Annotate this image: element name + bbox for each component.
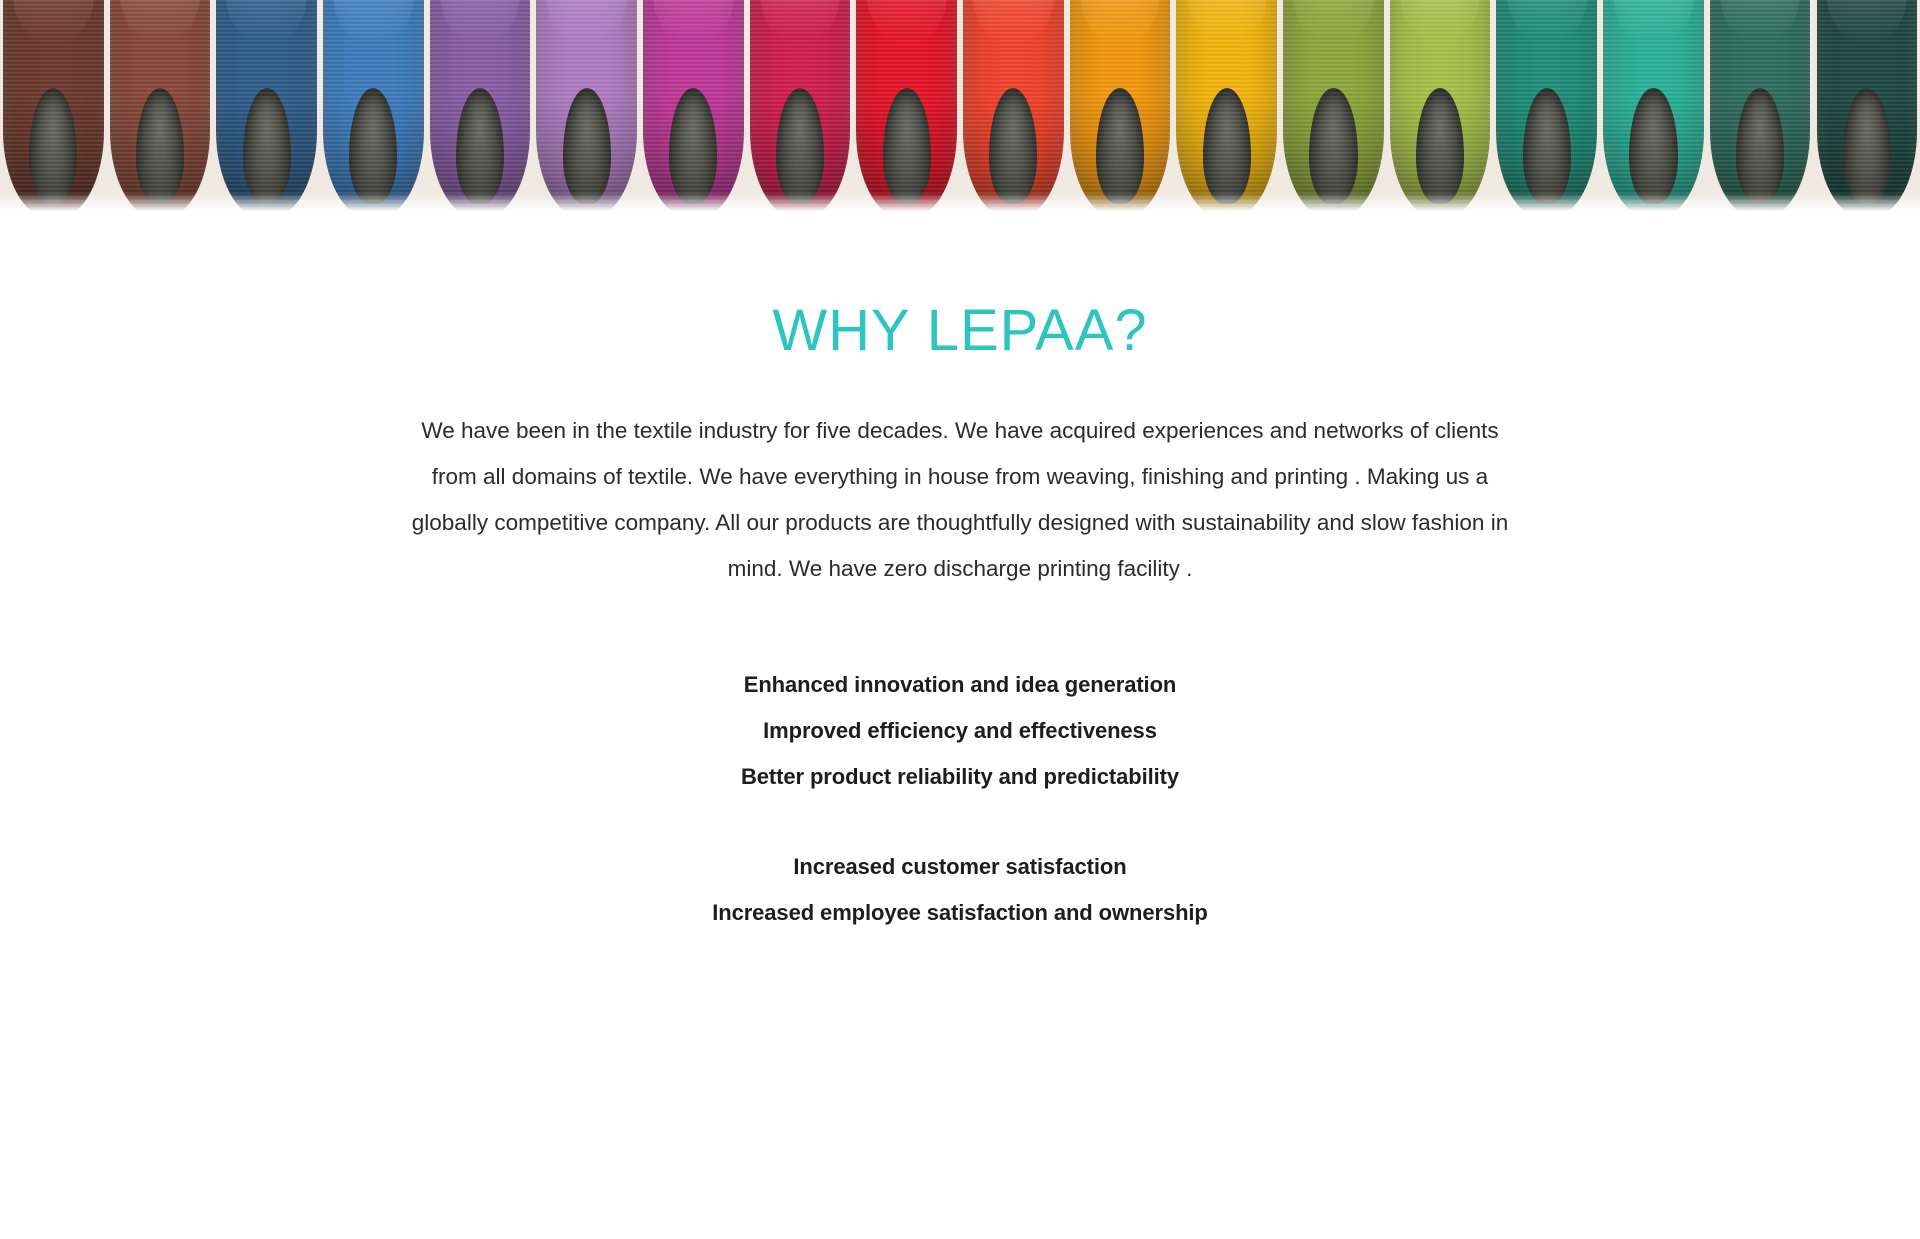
- thread-spool-core: [349, 88, 397, 204]
- thread-spool-body: [1496, 0, 1597, 213]
- thread-spool: [1494, 0, 1599, 213]
- thread-spool-core: [29, 88, 77, 204]
- thread-spool-highlight: [120, 0, 200, 44]
- thread-spool-body: [1070, 0, 1171, 213]
- thread-spools-image: [0, 0, 1920, 213]
- thread-spool-highlight: [1293, 0, 1373, 44]
- thread-spool-body: [1817, 0, 1918, 213]
- thread-spool: [428, 0, 533, 213]
- thread-spool-highlight: [1507, 0, 1587, 44]
- thread-spool-highlight: [226, 0, 306, 44]
- intro-paragraph: We have been in the textile industry for five decades. We have acquired experiences and networks of clients from all domains of textile. We have everything in house from weaving, finishing and printing . Making us a globally competitive company. All our products are thoughtfully designed with sustainability and slow fashion in mind. We have zero discharge printing facility .: [411, 417, 1509, 581]
- thread-spool: [748, 0, 853, 213]
- thread-spool-core: [989, 88, 1037, 204]
- thread-spool-body: [216, 0, 317, 213]
- thread-spool-highlight: [13, 0, 93, 44]
- thread-spool-core: [669, 88, 717, 204]
- thread-spool-body: [1603, 0, 1704, 213]
- benefits-spacer: [0, 800, 1920, 844]
- thread-spool-body: [643, 0, 744, 213]
- thread-spool-body: [1283, 0, 1384, 213]
- thread-spool-core: [1203, 88, 1251, 204]
- thread-spool-highlight: [653, 0, 733, 44]
- benefit-item: Enhanced innovation and idea generation: [743, 671, 1177, 697]
- thread-spool: [854, 0, 959, 213]
- thread-spool: [1388, 0, 1493, 213]
- thread-spool-body: [536, 0, 637, 213]
- thread-spool-highlight: [1827, 0, 1907, 44]
- thread-spool-core: [243, 88, 291, 204]
- thread-spool: [108, 0, 213, 213]
- thread-spool-highlight: [1720, 0, 1800, 44]
- thread-spool-core: [883, 88, 931, 204]
- thread-spool-body: [3, 0, 104, 213]
- thread-spool-core: [456, 88, 504, 204]
- thread-spool: [1281, 0, 1386, 213]
- thread-spool-core: [1096, 88, 1144, 204]
- thread-spool-body: [1176, 0, 1277, 213]
- thread-spool-body: [323, 0, 424, 213]
- thread-spool-core: [1736, 88, 1784, 204]
- thread-spool-core: [1629, 88, 1677, 204]
- thread-spool-body: [1390, 0, 1491, 213]
- thread-spool-body: [856, 0, 957, 213]
- thread-spool: [1, 0, 106, 213]
- thread-spool-core: [776, 88, 824, 204]
- thread-spool-highlight: [440, 0, 520, 44]
- thread-spool-core: [136, 88, 184, 204]
- benefit-item: Better product reliability and predictability: [740, 763, 1180, 789]
- thread-spool: [1708, 0, 1813, 213]
- why-lepaa-section: [0, 213, 1920, 936]
- thread-spool-body: [110, 0, 211, 213]
- thread-spool: [1174, 0, 1279, 213]
- thread-spool-highlight: [760, 0, 840, 44]
- thread-spool-highlight: [973, 0, 1053, 44]
- thread-spool: [1068, 0, 1173, 213]
- thread-spool-highlight: [1187, 0, 1267, 44]
- thread-spool-body: [750, 0, 851, 213]
- thread-spool-highlight: [1080, 0, 1160, 44]
- thread-spool-highlight: [867, 0, 947, 44]
- thread-spool-core: [1309, 88, 1357, 204]
- thread-spool: [214, 0, 319, 213]
- benefits-list: [0, 662, 1920, 936]
- thread-spool: [534, 0, 639, 213]
- thread-spool-core: [1523, 88, 1571, 204]
- thread-spool: [1601, 0, 1706, 213]
- thread-spool: [1814, 0, 1919, 213]
- thread-spool-highlight: [333, 0, 413, 44]
- thread-spool-body: [963, 0, 1064, 213]
- thread-spool-highlight: [1613, 0, 1693, 44]
- thread-spool-body: [430, 0, 531, 213]
- benefit-item: Increased customer satisfaction: [793, 853, 1127, 879]
- thread-spool-core: [563, 88, 611, 204]
- thread-spool-core: [1416, 88, 1464, 204]
- thread-spool-core: [1843, 88, 1891, 204]
- page-title: WHY LEPAA?: [772, 298, 1148, 363]
- thread-spool-body: [1710, 0, 1811, 213]
- thread-spool: [961, 0, 1066, 213]
- benefit-item: Increased employee satisfaction and ownership: [712, 899, 1208, 925]
- benefit-item: Improved efficiency and effectiveness: [763, 717, 1157, 743]
- thread-spool-highlight: [546, 0, 626, 44]
- thread-spool-highlight: [1400, 0, 1480, 44]
- hero-banner: [0, 0, 1920, 213]
- thread-spool: [641, 0, 746, 213]
- hero-bottom-fade: [0, 193, 1920, 213]
- thread-spool: [321, 0, 426, 213]
